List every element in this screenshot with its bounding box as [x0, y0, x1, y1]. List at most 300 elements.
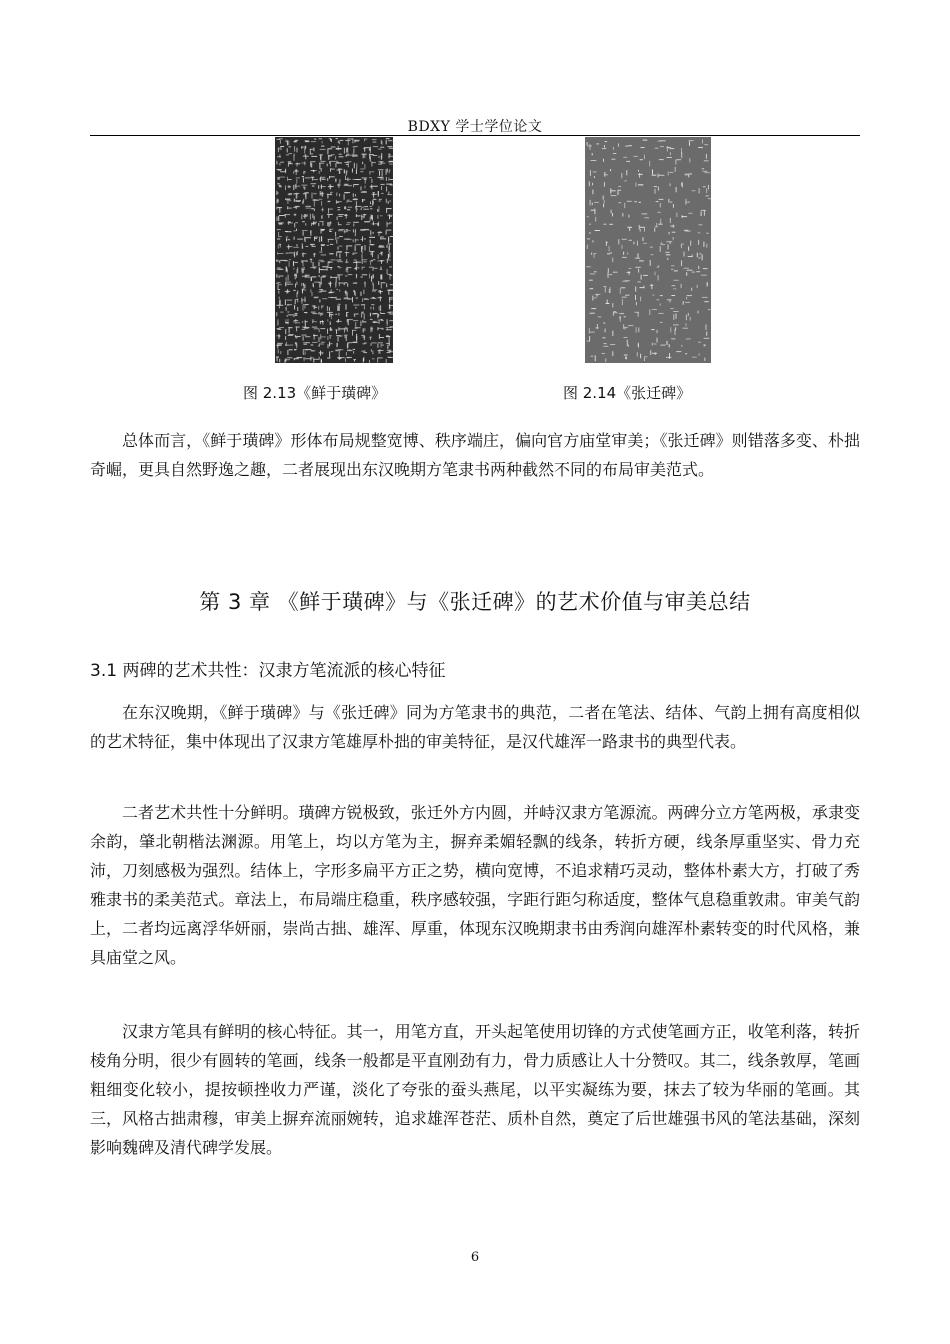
rubbing-mark — [356, 274, 357, 278]
rubbing-mark — [390, 236, 393, 237]
rubbing-mark — [386, 177, 387, 181]
rubbing-mark — [638, 170, 639, 172]
rubbing-mark — [673, 324, 679, 325]
rubbing-mark — [704, 172, 710, 173]
rubbing-mark — [328, 201, 331, 202]
rubbing-mark — [278, 222, 284, 223]
rubbing-mark — [610, 344, 615, 345]
rubbing-mark — [370, 261, 373, 262]
rubbing-mark — [313, 254, 316, 255]
rubbing-mark — [289, 153, 292, 154]
rubbing-mark — [296, 169, 297, 175]
rubbing-mark — [362, 199, 363, 202]
rubbing-mark — [321, 185, 322, 190]
rubbing-mark — [293, 194, 298, 195]
rubbing-mark — [288, 164, 289, 167]
rubbing-mark — [622, 213, 623, 216]
rubbing-mark — [279, 138, 283, 139]
rubbing-mark — [306, 349, 312, 350]
rubbing-mark — [322, 320, 323, 323]
rubbing-mark — [593, 240, 594, 242]
rubbing-mark — [318, 223, 319, 226]
rubbing-mark — [338, 214, 344, 215]
rubbing-mark — [294, 230, 297, 231]
rubbing-mark — [587, 245, 588, 249]
rubbing-mark — [654, 186, 657, 187]
rubbing-mark — [288, 193, 292, 194]
rubbing-mark — [643, 140, 648, 141]
rubbing-mark — [319, 260, 324, 261]
rubbing-mark — [303, 253, 304, 258]
rubbing-mark — [321, 230, 324, 231]
rubbing-mark — [287, 289, 288, 292]
rubbing-mark — [373, 237, 375, 238]
rubbing-mark — [331, 139, 332, 142]
rubbing-mark — [650, 247, 653, 248]
rubbing-mark — [339, 290, 340, 292]
rubbing-mark — [288, 186, 291, 187]
rubbing-mark — [623, 252, 624, 255]
rubbing-mark — [638, 327, 639, 332]
rubbing-mark — [698, 257, 700, 258]
rubbing-mark — [311, 153, 314, 154]
rubbing-mark — [372, 194, 377, 195]
rubbing-mark — [627, 227, 632, 228]
rubbing-mark — [278, 305, 284, 306]
rubbing-mark — [353, 193, 354, 197]
rubbing-mark — [322, 222, 323, 226]
rubbing-mark — [336, 238, 339, 239]
rubbing-mark — [602, 337, 605, 338]
rubbing-mark — [355, 146, 358, 147]
rubbing-mark — [339, 351, 340, 357]
rubbing-mark — [643, 275, 648, 276]
rubbing-mark — [370, 307, 371, 310]
rubbing-mark — [669, 353, 670, 359]
rubbing-mark — [634, 156, 638, 157]
rubbing-mark — [336, 297, 337, 300]
rubbing-mark — [612, 303, 613, 307]
rubbing-mark — [655, 148, 659, 149]
rubbing-mark — [338, 209, 341, 210]
rubbing-mark — [356, 215, 361, 216]
rubbing-mark — [699, 253, 701, 254]
rubbing-mark — [288, 245, 289, 250]
rubbing-mark — [352, 297, 353, 302]
rubbing-mark — [319, 284, 320, 288]
rubbing-mark — [279, 215, 285, 216]
rubbing-mark — [353, 320, 358, 321]
rubbing-mark — [390, 185, 393, 186]
rubbing-mark — [319, 237, 320, 243]
rubbing-mark — [338, 274, 339, 278]
rubbing-mark — [586, 266, 591, 267]
rubbing-mark — [295, 186, 300, 187]
rubbing-mark — [627, 252, 628, 254]
rubbing-mark — [361, 259, 367, 260]
rubbing-mark — [294, 314, 295, 317]
rubbing-mark — [327, 194, 328, 199]
rubbing-mark — [302, 244, 303, 249]
rubbing-mark — [319, 267, 320, 273]
rubbing-mark — [296, 336, 297, 339]
rubbing-mark — [704, 301, 708, 302]
rubbing-mark — [303, 231, 304, 236]
rubbing-mark — [312, 313, 317, 314]
rubbing-mark — [278, 334, 279, 339]
rubbing-mark — [370, 186, 372, 187]
rubbing-mark — [336, 193, 337, 196]
rubbing-mark — [346, 352, 347, 356]
rubbing-mark — [389, 266, 392, 267]
rubbing-mark — [356, 261, 357, 267]
rubbing-mark — [285, 359, 290, 360]
rubbing-mark — [666, 357, 671, 358]
rubbing-mark — [305, 194, 306, 199]
rubbing-mark — [628, 215, 629, 218]
rubbing-mark — [347, 343, 348, 348]
rubbing-mark — [288, 275, 289, 281]
rubbing-mark — [589, 313, 593, 314]
rubbing-mark — [328, 261, 329, 267]
rubbing-mark — [327, 312, 333, 313]
rubbing-mark — [698, 240, 699, 245]
rubbing-mark — [355, 283, 358, 284]
rubbing-mark — [293, 171, 294, 174]
rubbing-mark — [285, 322, 289, 323]
rubbing-mark — [329, 335, 332, 336]
rubbing-mark — [654, 228, 655, 232]
rubbing-mark — [674, 270, 678, 271]
rubbing-mark — [313, 262, 314, 268]
rubbing-mark — [339, 357, 345, 358]
rubbing-mark — [682, 216, 687, 217]
rubbing-mark — [673, 314, 674, 320]
rubbing-mark — [684, 252, 685, 257]
rubbing-mark — [640, 159, 643, 160]
rubbing-mark — [278, 253, 284, 254]
rubbing-mark — [609, 246, 610, 252]
rubbing-mark — [644, 356, 647, 357]
rubbing-mark — [611, 159, 615, 160]
rubbing-mark — [294, 305, 295, 309]
rubbing-mark — [356, 179, 362, 180]
rubbing-mark — [321, 342, 325, 343]
rubbing-mark — [657, 330, 658, 333]
rubbing-mark — [354, 163, 355, 169]
rubbing-mark — [670, 308, 673, 309]
rubbing-mark — [379, 320, 380, 324]
rubbing-mark — [363, 148, 365, 149]
rubbing-mark — [668, 199, 669, 203]
rubbing-mark — [659, 159, 664, 160]
rubbing-mark — [707, 282, 708, 287]
rubbing-mark — [698, 266, 699, 269]
rubbing-texture-dark — [275, 137, 393, 363]
rubbing-mark — [389, 148, 393, 149]
rubbing-mark — [320, 168, 323, 169]
rubbing-mark — [688, 246, 689, 250]
rubbing-mark — [681, 153, 682, 159]
rubbing-mark — [314, 201, 315, 207]
rubbing-mark — [624, 327, 628, 328]
rubbing-mark — [345, 291, 346, 296]
rubbing-mark — [339, 229, 345, 230]
rubbing-mark — [372, 327, 373, 332]
rubbing-mark — [322, 179, 326, 180]
rubbing-mark — [353, 262, 357, 263]
rubbing-mark — [373, 146, 378, 147]
rubbing-mark — [319, 221, 323, 222]
rubbing-mark — [692, 190, 696, 191]
rubbing-mark — [381, 252, 383, 253]
rubbing-mark — [311, 208, 315, 209]
rubbing-mark — [320, 149, 326, 150]
rubbing-mark — [303, 186, 304, 188]
rubbing-mark — [688, 175, 689, 178]
rubbing-mark — [652, 343, 653, 346]
rubbing-mark — [387, 290, 390, 291]
rubbing-mark — [355, 229, 356, 232]
rubbing-mark — [278, 236, 282, 237]
body-paragraph: 在东汉晚期，《鲜于璜碑》与《张迁碑》同为方笔隶书的典范，二者在笔法、结体、气韵上拥有高度相似的艺术特征，集中体现出了汉隶方笔雄厚朴拙的审美特征，是汉代雄浑一路隶书的典型代表。 — [90, 703, 860, 751]
rubbing-mark — [330, 221, 331, 225]
rubbing-mark — [604, 286, 607, 287]
rubbing-mark — [620, 316, 621, 319]
rubbing-mark — [364, 229, 369, 230]
rubbing-mark — [301, 185, 307, 186]
rubbing-mark — [305, 336, 310, 337]
rubbing-mark — [356, 169, 357, 175]
rubbing-mark — [356, 334, 357, 340]
rubbing-mark — [339, 141, 340, 144]
rubbing-mark — [330, 343, 332, 344]
rubbing-mark — [610, 188, 611, 193]
rubbing-mark — [386, 184, 392, 185]
rubbing-mark — [590, 170, 591, 176]
rubbing-mark — [644, 358, 645, 361]
rubbing-mark — [278, 207, 282, 208]
rubbing-mark — [297, 244, 298, 246]
rubbing-mark — [610, 287, 611, 293]
rubbing-mark — [288, 163, 293, 164]
rubbing-mark — [321, 237, 322, 242]
rubbing-mark — [372, 162, 376, 163]
rubbing-mark — [293, 268, 294, 270]
rubbing-mark — [587, 238, 590, 239]
rubbing-mark — [381, 186, 382, 190]
rubbing-mark — [338, 216, 342, 217]
rubbing-mark — [612, 258, 613, 263]
rubbing-mark — [302, 260, 303, 263]
rubbing-mark — [296, 163, 301, 164]
rubbing-mark — [319, 163, 320, 169]
rubbing-mark — [286, 140, 287, 142]
rubbing-mark — [692, 357, 697, 358]
rubbing-mark — [637, 281, 640, 282]
rubbing-mark — [330, 161, 336, 162]
rubbing-mark — [277, 169, 282, 170]
rubbing-mark — [344, 335, 348, 336]
rubbing-mark — [685, 353, 687, 354]
rubbing-mark — [336, 252, 337, 256]
rubbing-mark — [697, 253, 698, 258]
rubbing-mark — [297, 148, 298, 153]
rubbing-mark — [389, 214, 390, 219]
rubbing-mark — [377, 209, 378, 212]
rubbing-mark — [320, 328, 325, 329]
rubbing-mark — [319, 199, 323, 200]
rubbing-mark — [379, 253, 382, 254]
rubbing-mark — [628, 325, 633, 326]
rubbing-mark — [387, 168, 388, 172]
rubbing-mark — [619, 313, 624, 314]
rubbing-mark — [354, 184, 359, 185]
rubbing-mark — [328, 215, 329, 218]
rubbing-mark — [667, 146, 668, 151]
rubbing-mark — [337, 149, 342, 150]
rubbing-mark — [676, 213, 677, 218]
rubbing-mark — [287, 304, 292, 305]
rubbing-mark — [669, 344, 670, 347]
rubbing-mark — [369, 337, 371, 338]
rubbing-mark — [347, 268, 348, 273]
rubbing-mark — [386, 138, 390, 139]
rubbing-mark — [372, 186, 378, 187]
rubbing-mark — [337, 217, 338, 221]
rubbing-mark — [364, 164, 365, 169]
rubbing-mark — [670, 300, 671, 303]
rubbing-mark — [607, 253, 610, 254]
rubbing-mark — [365, 185, 366, 188]
rubbing-mark — [346, 229, 348, 230]
rubbing-mark — [344, 185, 348, 186]
rubbing-mark — [329, 253, 334, 254]
rubbing-mark — [362, 191, 366, 192]
rubbing-mark — [311, 312, 316, 313]
rubbing-mark — [339, 267, 342, 268]
rubbing-mark — [626, 357, 627, 360]
rubbing-mark — [327, 178, 328, 181]
rubbing-mark — [278, 148, 279, 153]
rubbing-mark — [706, 244, 707, 248]
rubbing-mark — [346, 149, 347, 153]
rubbing-mark — [303, 269, 304, 273]
rubbing-mark — [336, 200, 337, 204]
rubbing-mark — [339, 140, 343, 141]
rubbing-mark — [595, 217, 596, 222]
rubbing-mark — [312, 186, 314, 187]
rubbing-mark — [380, 269, 383, 270]
rubbing-mark — [313, 148, 314, 152]
rubbing-mark — [382, 171, 383, 177]
rubbing-mark — [589, 328, 590, 334]
rubbing-mark — [618, 239, 619, 244]
rubbing-mark — [288, 345, 293, 346]
rubbing-mark — [335, 156, 336, 159]
rubbing-mark — [704, 160, 709, 161]
rubbing-mark — [649, 309, 650, 315]
rubbing-mark — [670, 152, 671, 155]
rubbing-mark — [629, 271, 630, 275]
rubbing-mark — [591, 356, 593, 357]
rubbing-mark — [380, 296, 381, 301]
rubbing-mark — [370, 230, 371, 235]
rubbing-mark — [382, 141, 383, 145]
rubbing-mark — [378, 206, 379, 212]
rubbing-mark — [339, 156, 344, 157]
rubbing-mark — [347, 209, 350, 210]
rubbing-mark — [681, 260, 682, 266]
rubbing-mark — [306, 246, 309, 247]
rubbing-mark — [297, 267, 298, 273]
rubbing-mark — [338, 207, 341, 208]
rubbing-mark — [346, 246, 347, 250]
rubbing-mark — [313, 193, 316, 194]
rubbing-mark — [329, 229, 333, 230]
rubbing-mark — [288, 140, 289, 145]
rubbing-mark — [336, 161, 337, 164]
rubbing-mark — [608, 273, 609, 278]
rubbing-mark — [362, 216, 364, 217]
rubbing-mark — [355, 244, 360, 245]
figure-caption-2-13: 图 2.13《鲜于璜碑》 — [243, 384, 387, 402]
rubbing-mark — [590, 288, 594, 289]
rubbing-mark — [637, 241, 638, 246]
rubbing-mark — [625, 295, 630, 296]
rubbing-mark — [369, 244, 374, 245]
rubbing-mark — [389, 337, 390, 342]
rubbing-mark — [702, 168, 704, 169]
rubbing-mark — [339, 179, 340, 183]
rubbing-mark — [321, 277, 325, 278]
rubbing-mark — [361, 208, 362, 210]
rubbing-mark — [354, 268, 356, 269]
rubbing-mark — [321, 306, 324, 307]
rubbing-mark — [353, 290, 354, 292]
rubbing-mark — [305, 351, 306, 355]
rubbing-mark — [310, 161, 315, 162]
rubbing-mark — [378, 149, 382, 150]
rubbing-mark — [635, 295, 636, 300]
rubbing-mark — [378, 201, 381, 202]
rubbing-mark — [381, 345, 384, 346]
rubbing-mark — [286, 307, 287, 311]
rubbing-mark — [378, 169, 384, 170]
rubbing-mark — [312, 193, 313, 199]
rubbing-mark — [327, 266, 328, 270]
rubbing-mark — [289, 252, 294, 253]
rubbing-mark — [658, 313, 663, 314]
rubbing-mark — [353, 149, 354, 154]
rubbing-mark — [318, 282, 320, 283]
rubbing-mark — [603, 204, 604, 208]
rubbing-mark — [319, 138, 322, 139]
rubbing-mark — [609, 274, 613, 275]
rubbing-mark — [304, 305, 305, 309]
rubbing-mark — [278, 291, 279, 294]
rubbing-mark — [286, 237, 289, 238]
rubbing-mark — [380, 275, 381, 280]
rubbing-mark — [386, 187, 387, 192]
rubbing-mark — [657, 299, 660, 300]
rubbing-mark — [318, 185, 319, 189]
rubbing-mark — [289, 327, 290, 332]
rubbing-mark — [327, 306, 328, 311]
rubbing-mark — [286, 267, 287, 272]
rubbing-mark — [387, 350, 391, 351]
rubbing-mark — [319, 171, 320, 174]
